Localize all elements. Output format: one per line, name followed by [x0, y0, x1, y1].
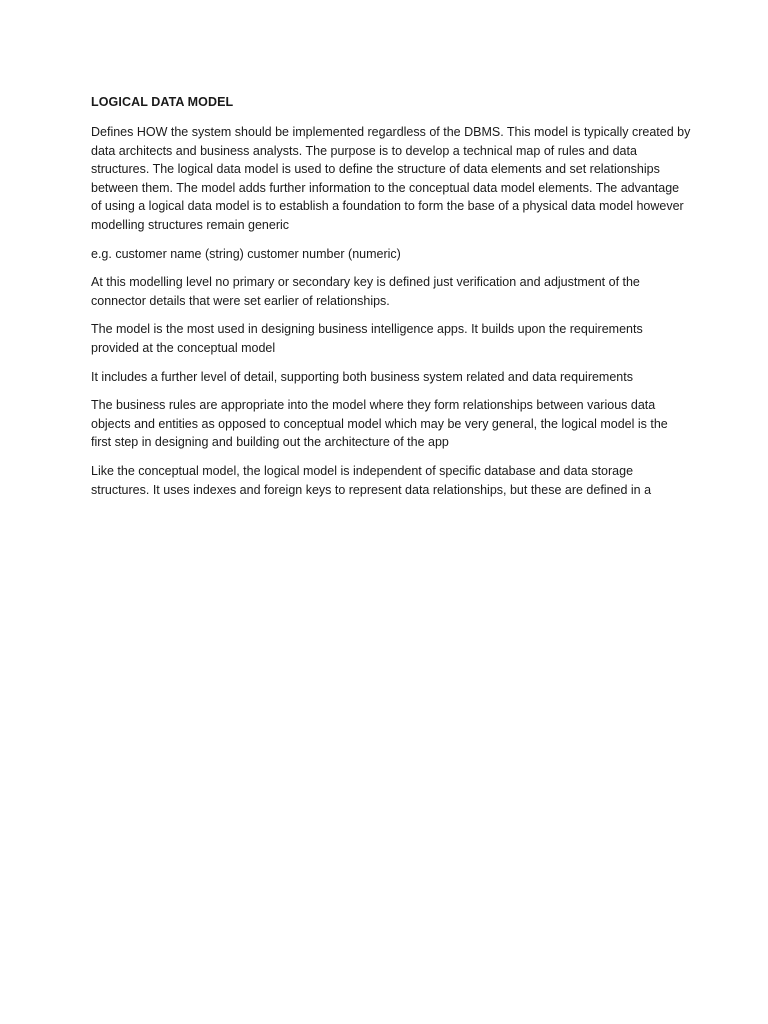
paragraph-business-rules: The business rules are appropriate into the model where they form relationships between various data objects and entities as opposed to conceptual model which may be very general, the logical model is the first step in designing and building out the architecture of the app [91, 398, 668, 450]
document-body [91, 94, 691, 509]
paragraph-detail-level: It includes a further level of detail, supporting both business system related and data requirements [91, 369, 633, 384]
paragraph-definition: Defines HOW the system should be implemented regardless of the DBMS. This model is typically created by data architects and business analysts. The purpose is to develop a technical map of rules and data structures. The logical data model is used to define the structure of data elements and set relationships between them. The model adds further information to the conceptual data model elements. The advantage of using a logical data model is to establish a foundation to form the base of a physical data model however modelling structures remain generic [91, 125, 691, 232]
paragraph-independence: Like the conceptual model, the logical model is independent of specific database and data storage structures. It uses indexes and foreign keys to represent data relationships, but these are defined in a [91, 463, 652, 497]
document-heading: LOGICAL DATA MODEL [91, 95, 234, 109]
paragraph-business-intelligence: The model is the most used in designing business intelligence apps. It builds upon the requirements provided at the conceptual model [91, 322, 643, 355]
paragraph-keys: At this modelling level no primary or secondary key is defined just verification and adjustment of the connector details that were set earlier of relationships. [91, 275, 640, 308]
paragraph-example: e.g. customer name (string) customer number (numeric) [91, 246, 401, 261]
